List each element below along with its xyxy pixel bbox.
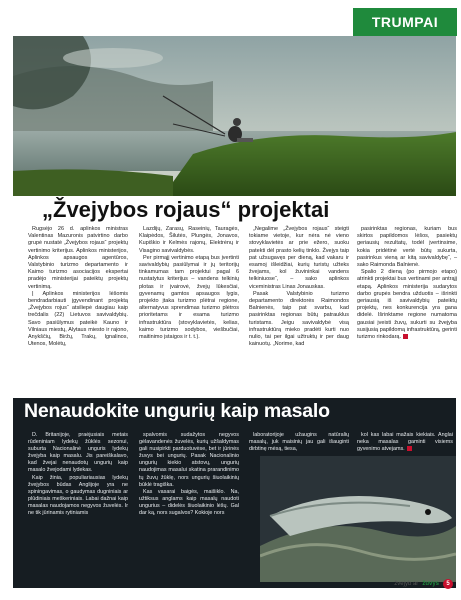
section-rubric: TRUMPAI: [353, 8, 457, 36]
paragraph: Pasak Valstybinio turizmo departamento direktorės Raimondos Balnienės, taip pat svarbu, kad pasirinktas regionas būtų patrauklus turistams. Jeigu savivaldybė visą infrastruktūrą mieko pradėti kurti nuo nulio, tai per ilgai užtruktų ir per daug kainuotų. „Norime, kad: [249, 290, 349, 348]
article-headline: Nenaudokite ungurių kaip masalo: [24, 400, 330, 422]
fisherman-lake-photo: [13, 36, 456, 196]
article-column-1: [28, 432, 128, 517]
eel-photo: [260, 456, 456, 582]
page-number: 5: [443, 579, 453, 589]
paragraph: Į Aplinkos ministerijos lėšomis bendradarbiauti įgyvendinant projektą „Žvejybos rojus“ atsiliepė daugiau kaip trečdalis (22) Lietuvos savivaldybių. Savo pasiūlymus pateikė Kauno ir Vilniaus miestų, Alytaus miesto ir rajono, Anykščių, Biržų, Trakų, Ignalinos, Utenos, Molėtų,: [28, 290, 128, 348]
paragraph: Kas vasarai baigės, maišiklo. Na, užtiksus anglams kaip masalų naudoti ungurius – didelės šiuolaikinio lėšų. Gal dar ką, nors sugalvos? Kokioje nors: [139, 488, 239, 517]
article-column-1: [28, 226, 128, 348]
article-column-3: [249, 432, 349, 453]
article-column-3: [249, 226, 349, 348]
footer-brand: žuvys: [422, 581, 439, 587]
paragraph: pasirinktas regionas, kuriam bus skirtos papildomos lėšos, pasiektų geriausių rezultatų, todėl įvertinsime, kokia pridėtinė vertė būtų sukurta, pasirinkus vieną ar kitą savivaldybę“, – sako Raimonda Balnienė.: [357, 226, 457, 269]
paragraph-text: kol kas labai mažais kiekiais. Anglai neka masalas gaminti visiems gyvenimo atvejams.: [357, 432, 453, 453]
paragraph: Lazdijų, Zarasų, Raseinių, Tauragės, Klaipėdos, Šilutės, Plungės, Jonavos, Kupiškio ir Kelmės rajonų, Elektrėnų ir Visagino savivaldybės.: [139, 226, 239, 254]
footer-text: žvejyb ar: [394, 581, 419, 587]
end-mark-icon: [407, 446, 412, 451]
paragraph: Kaip žinia, populiariausias lydekų žvejybos būdas Anglijoje yra ne spiningavimas, o gaudymas dugniniais ar plūdiniais meškeriniais. Labai dažnai kaip masalas naudojamos negyvos žuvelės. Ir ne tik jūrinamis rytiniamis: [28, 474, 128, 517]
article-column-4: [357, 432, 453, 453]
paragraph: Per pirmąjį vertinimo etapą bus įvertinti savivaldybių pasiūlymai ir jų teritorijų tinkamumas tam projektui pagal 6 nustatytus kriterijus – vandens telkinių plotas ir įvairovė, žvejų lūkesčiai, gyvenamų gamtos apsaugos lygis, projekto įtaka turizmo plėtrai regione, alternatyvus sprendimas turizmo plėtros prioritetams ir esama turizmo infrastruktūra (stovyklavietės, kelias, kaimo turizmo sodybos, viešbučiai, maitinimo įstaigos ir t. t.).: [139, 254, 239, 341]
paragraph: Rugsėjo 26 d. aplinkos ministras Valentinas Mazuronis patvirtino darbo grupė nustatė „Žvejybos rojaus“ projektų vertinimo kriterijus. Aplinkos ministerijos, Aplinkos apsaugos agentūros, Valstybinio turizmo departamento ir Kaimo turizmo asociacijos ekspertai pradėjo ministerijai pateiktų projektų vertinimą.: [28, 226, 128, 290]
paragraph: spalvomis sudažytos negyvos gėlavandenės žuvelės, kurių užšaldymas gali nusipirkti parduotuvėse, bet ir jūrinės žuvys bei ungurių. Pasak Nacionalinio ungurių kiekio atstovų, ungurių naudojimas masalui skatina prarandinimo tų žuvų žūklę, nors ungurių šiuolaikinių būklė tragiška.: [139, 432, 239, 488]
article-column-2: [139, 432, 239, 517]
paragraph: [357, 432, 453, 453]
paragraph: [357, 269, 457, 341]
page-footer: [394, 579, 453, 589]
paragraph: laboratorijoje užaugins natūralių masalų, juk maisinių jau gali išauginti dirbtinę mėsą, tiesa,: [249, 432, 349, 453]
end-mark-icon: [403, 334, 408, 339]
article-headline: „Žvejybos rojaus“ projektai: [42, 197, 330, 222]
paragraph-text: Spalio 2 dieną (po pirmojo etapo) atrinkti projektai bus vertinami per antrąjį etapą. Aplinkos ministerija sudarytos darbo grupės bendra užduotis – išrinkti geriausią iš savivaldybių pateiktų projektų, nes konkurencija yra gana didelė. Išrinktame regione numatoma gausiai įveisti žuvų, sukurti su žvejyba susijusią papildomą infrastruktūrą, gerinti turizmo rinkodarą.: [357, 269, 457, 341]
paragraph: „Negalime „Žvejybos rojaus“ steigti tokiame vietoje, kur nėra nė vieno stovyklavietės ar prie ežero, suoku patekti dėl prasto kelių tinklo. Žvejys taip pat užsugavęs per dieną, kad vakaru ir esamoj išleidžiai, kurių turistų užteks žvejams, kol žuvininkai vandens telkiniuose“, – sako aplinkos viceministras Linas Jonauskas.: [249, 226, 349, 290]
article-column-2: [139, 226, 239, 341]
paragraph: D. Britanijoje, praėjusiais metais rūdeniniam lydekų žūklės sezonui, suburta Nacionalinė unguris lydekų žvejyba kaip masalu. Jis pareiškalavo, kad žvejai nenaudotų ungurių kaip masalo žvejodami lydekas.: [28, 432, 128, 474]
article-column-4: [357, 226, 457, 341]
